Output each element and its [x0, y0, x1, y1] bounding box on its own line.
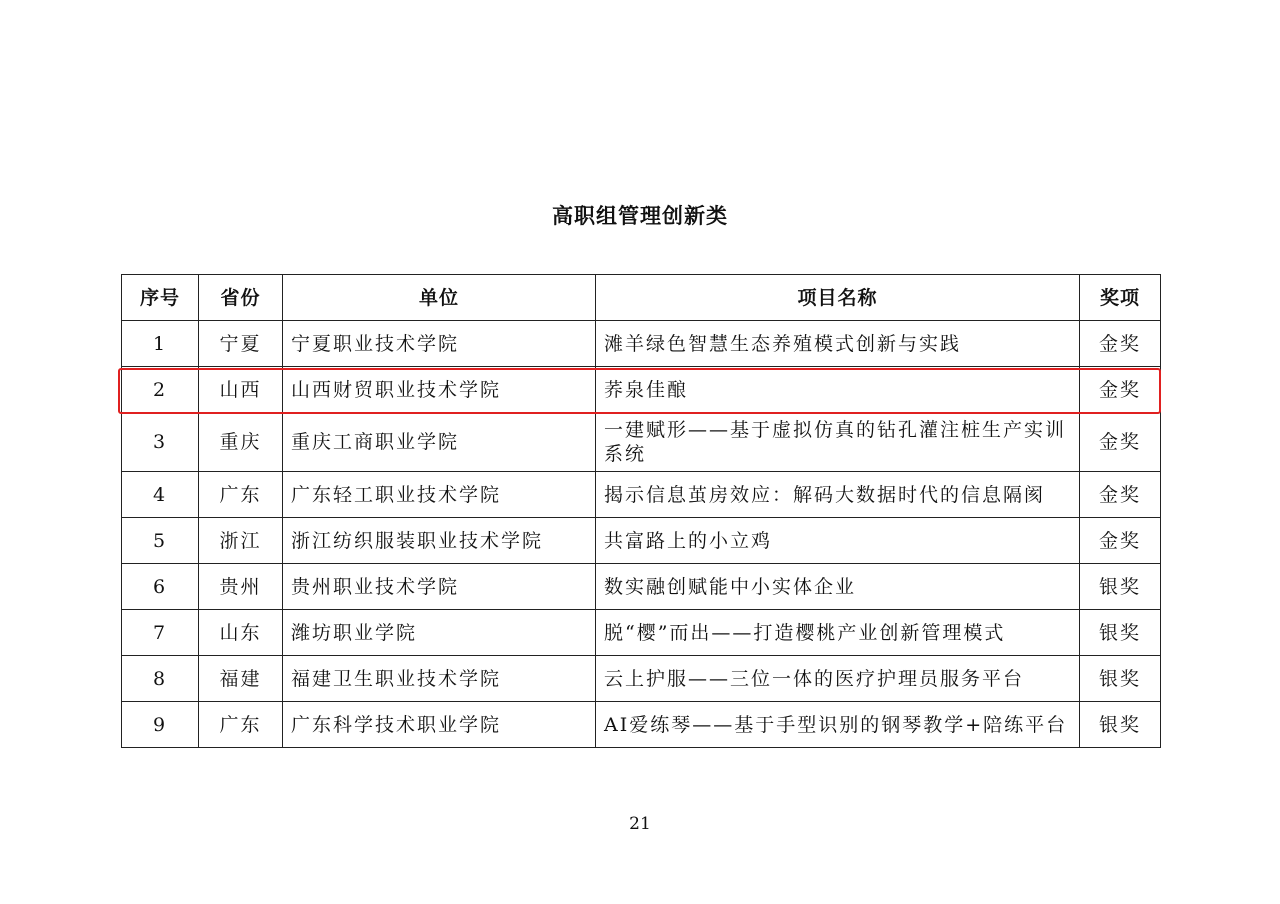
cell-unit: 重庆工商职业学院 — [283, 413, 596, 472]
table-row — [122, 518, 1161, 564]
cell-province: 山东 — [199, 610, 283, 656]
header-province: 省份 — [199, 275, 283, 321]
cell-unit: 广东轻工职业技术学院 — [283, 472, 596, 518]
cell-province: 广东 — [199, 472, 283, 518]
cell-award: 金奖 — [1080, 472, 1161, 518]
cell-no: 9 — [122, 702, 199, 748]
cell-award: 银奖 — [1080, 702, 1161, 748]
header-no: 序号 — [122, 275, 199, 321]
cell-project: 脱“樱”而出——打造樱桃产业创新管理模式 — [596, 610, 1080, 656]
table-row — [122, 656, 1161, 702]
page-title: 高职组管理创新类 — [552, 204, 728, 228]
cell-project: 云上护服——三位一体的医疗护理员服务平台 — [596, 656, 1080, 702]
table-header-row — [122, 275, 1161, 321]
header-project: 项目名称 — [596, 275, 1080, 321]
cell-project: AI爱练琴——基于手型识别的钢琴教学+陪练平台 — [596, 702, 1080, 748]
cell-award: 金奖 — [1080, 518, 1161, 564]
cell-award: 金奖 — [1080, 321, 1161, 367]
cell-province: 宁夏 — [199, 321, 283, 367]
cell-unit: 广东科学技术职业学院 — [283, 702, 596, 748]
cell-award: 银奖 — [1080, 610, 1161, 656]
awards-table — [121, 274, 1161, 748]
cell-award: 金奖 — [1080, 367, 1161, 413]
page-number: 21 — [629, 814, 651, 834]
header-award: 奖项 — [1080, 275, 1161, 321]
cell-no: 3 — [122, 413, 199, 472]
cell-project: 一建赋形——基于虚拟仿真的钻孔灌注桩生产实训系统 — [596, 413, 1080, 472]
cell-project: 荞泉佳酿 — [596, 367, 1080, 413]
table-row — [122, 702, 1161, 748]
cell-no: 5 — [122, 518, 199, 564]
cell-award: 银奖 — [1080, 656, 1161, 702]
table-row — [122, 413, 1161, 472]
table-row — [122, 321, 1161, 367]
cell-project: 共富路上的小立鸡 — [596, 518, 1080, 564]
cell-award: 金奖 — [1080, 413, 1161, 472]
cell-unit: 潍坊职业学院 — [283, 610, 596, 656]
cell-unit: 贵州职业技术学院 — [283, 564, 596, 610]
cell-no: 4 — [122, 472, 199, 518]
cell-no: 6 — [122, 564, 199, 610]
cell-project: 数实融创赋能中小实体企业 — [596, 564, 1080, 610]
cell-unit: 宁夏职业技术学院 — [283, 321, 596, 367]
table-row — [122, 564, 1161, 610]
header-unit: 单位 — [283, 275, 596, 321]
cell-no: 7 — [122, 610, 199, 656]
cell-project: 揭示信息茧房效应：解码大数据时代的信息隔阂 — [596, 472, 1080, 518]
cell-no: 8 — [122, 656, 199, 702]
cell-project: 滩羊绿色智慧生态养殖模式创新与实践 — [596, 321, 1080, 367]
cell-unit: 浙江纺织服装职业技术学院 — [283, 518, 596, 564]
cell-province: 重庆 — [199, 413, 283, 472]
table-row — [122, 472, 1161, 518]
cell-unit: 福建卫生职业技术学院 — [283, 656, 596, 702]
cell-no: 2 — [122, 367, 199, 413]
cell-province: 广东 — [199, 702, 283, 748]
cell-no: 1 — [122, 321, 199, 367]
cell-province: 福建 — [199, 656, 283, 702]
table-row-highlighted — [122, 367, 1161, 413]
cell-province: 贵州 — [199, 564, 283, 610]
cell-unit: 山西财贸职业技术学院 — [283, 367, 596, 413]
cell-province: 浙江 — [199, 518, 283, 564]
cell-award: 银奖 — [1080, 564, 1161, 610]
table-row — [122, 610, 1161, 656]
cell-province: 山西 — [199, 367, 283, 413]
